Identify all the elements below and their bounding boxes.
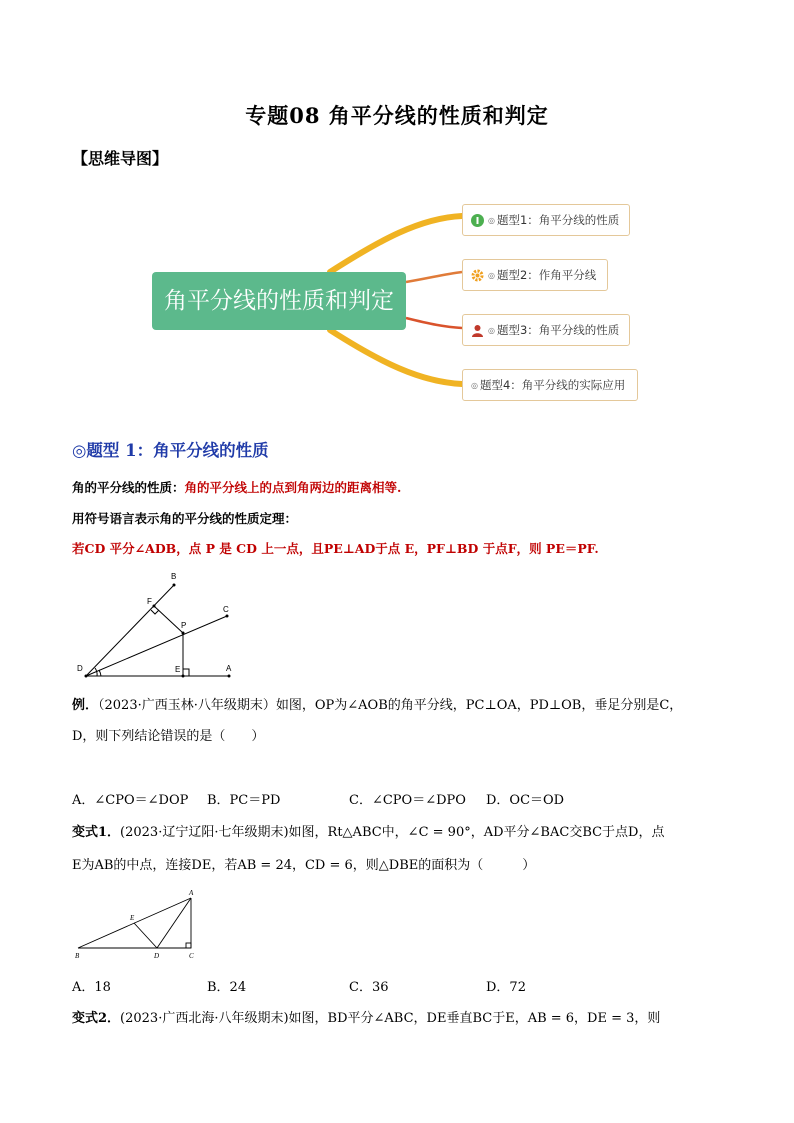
example-option-b[interactable]: B．PC＝PD [207, 793, 281, 808]
mindmap-root[interactable]: 角平分线的性质和判定 [152, 272, 406, 330]
theorem-line: 若CD 平分∠ADB，点 P 是 CD 上一点，且PE⊥AD于点 E，PF⊥BD 于点F，则 PE＝PF. [72, 541, 599, 556]
page-title: 专题08 角平分线的性质和判定 [245, 103, 549, 128]
example-option-c[interactable]: C．∠CPO＝∠DPO [349, 793, 466, 808]
mindmap-node-2[interactable]: ◎ 题型2：作角平分线 [462, 259, 608, 291]
variant1-option-b[interactable]: B．24 [207, 980, 247, 995]
property-line: 角的平分线的性质：角的平分线上的点到角两边的距离相等. [72, 480, 402, 495]
example-line-2: D，则下列结论错误的是（ ） [72, 729, 265, 744]
label-d: D [77, 664, 83, 673]
label-c: C [189, 952, 194, 960]
variant1-option-c[interactable]: C．36 [349, 980, 389, 995]
label-p: P [181, 621, 187, 630]
gear-icon [471, 269, 484, 282]
mindmap-node-label: 题型4：角平分线的实际应用 [479, 378, 626, 392]
mindmap-label: 【思维导图】 [72, 149, 169, 168]
mindmap-node-3[interactable]: ◎ 题型3：角平分线的性质 [462, 314, 630, 346]
mindmap-node-label: 题型3：角平分线的性质 [496, 323, 620, 337]
label-b: B [171, 572, 177, 581]
label-d: D [154, 952, 160, 960]
variant1-line-1: 变式1．(2023·辽宁辽阳·七年级期末)如图，Rt△ABC中，∠C = 90°，AD平分∠BAC交BC于点D，点 [72, 825, 665, 840]
example-option-d[interactable]: D．OC＝OD [486, 793, 565, 808]
connector-2 [406, 272, 462, 282]
label-f: F [147, 597, 152, 606]
figure-right-triangle [72, 888, 202, 962]
person-icon [471, 324, 484, 337]
label-e: E [175, 665, 181, 674]
example-option-a[interactable]: A．∠CPO＝∠DOP [72, 793, 189, 808]
mindmap-node-label: 题型2：作角平分线 [496, 268, 597, 282]
variant2-line-1: 变式2．(2023·广西北海·八年级期末)如图，BD平分∠ABC，DE垂直BC于E，AB = 6，DE = 3，则 [72, 1011, 661, 1026]
label-c: C [223, 605, 229, 614]
variant1-option-a[interactable]: A．18 [72, 980, 111, 995]
mindmap-node-4[interactable]: ◎ 题型4：角平分线的实际应用 [462, 369, 638, 401]
label-e: E [130, 914, 135, 922]
mindmap-node-label: 题型1：角平分线的性质 [496, 213, 620, 227]
label-a: A [189, 889, 194, 897]
section-heading: ◎题型 1：角平分线的性质 [72, 441, 269, 460]
connector-1 [330, 216, 462, 272]
label-b: B [75, 952, 80, 960]
label-a: A [226, 664, 232, 673]
variant1-option-d[interactable]: D．72 [486, 980, 526, 995]
example-line-1: 例．（2023·广西玉林·八年级期末）如图，OP为∠AOB的角平分线，PC⊥OA，PD⊥OB，垂足分别是C， [72, 698, 683, 713]
variant1-line-2: E为AB的中点，连接DE，若AB = 24，CD = 6，则△DBE的面积为（ ） [72, 858, 536, 873]
mindmap-node-1[interactable]: ◎ 题型1：角平分线的性质 [462, 204, 630, 236]
info-icon [471, 214, 484, 227]
connector-4 [330, 330, 462, 384]
symbol-line: 用符号语言表示角的平分线的性质定理： [72, 511, 298, 526]
connector-3 [406, 318, 462, 328]
figure-angle-bisector [72, 568, 242, 684]
